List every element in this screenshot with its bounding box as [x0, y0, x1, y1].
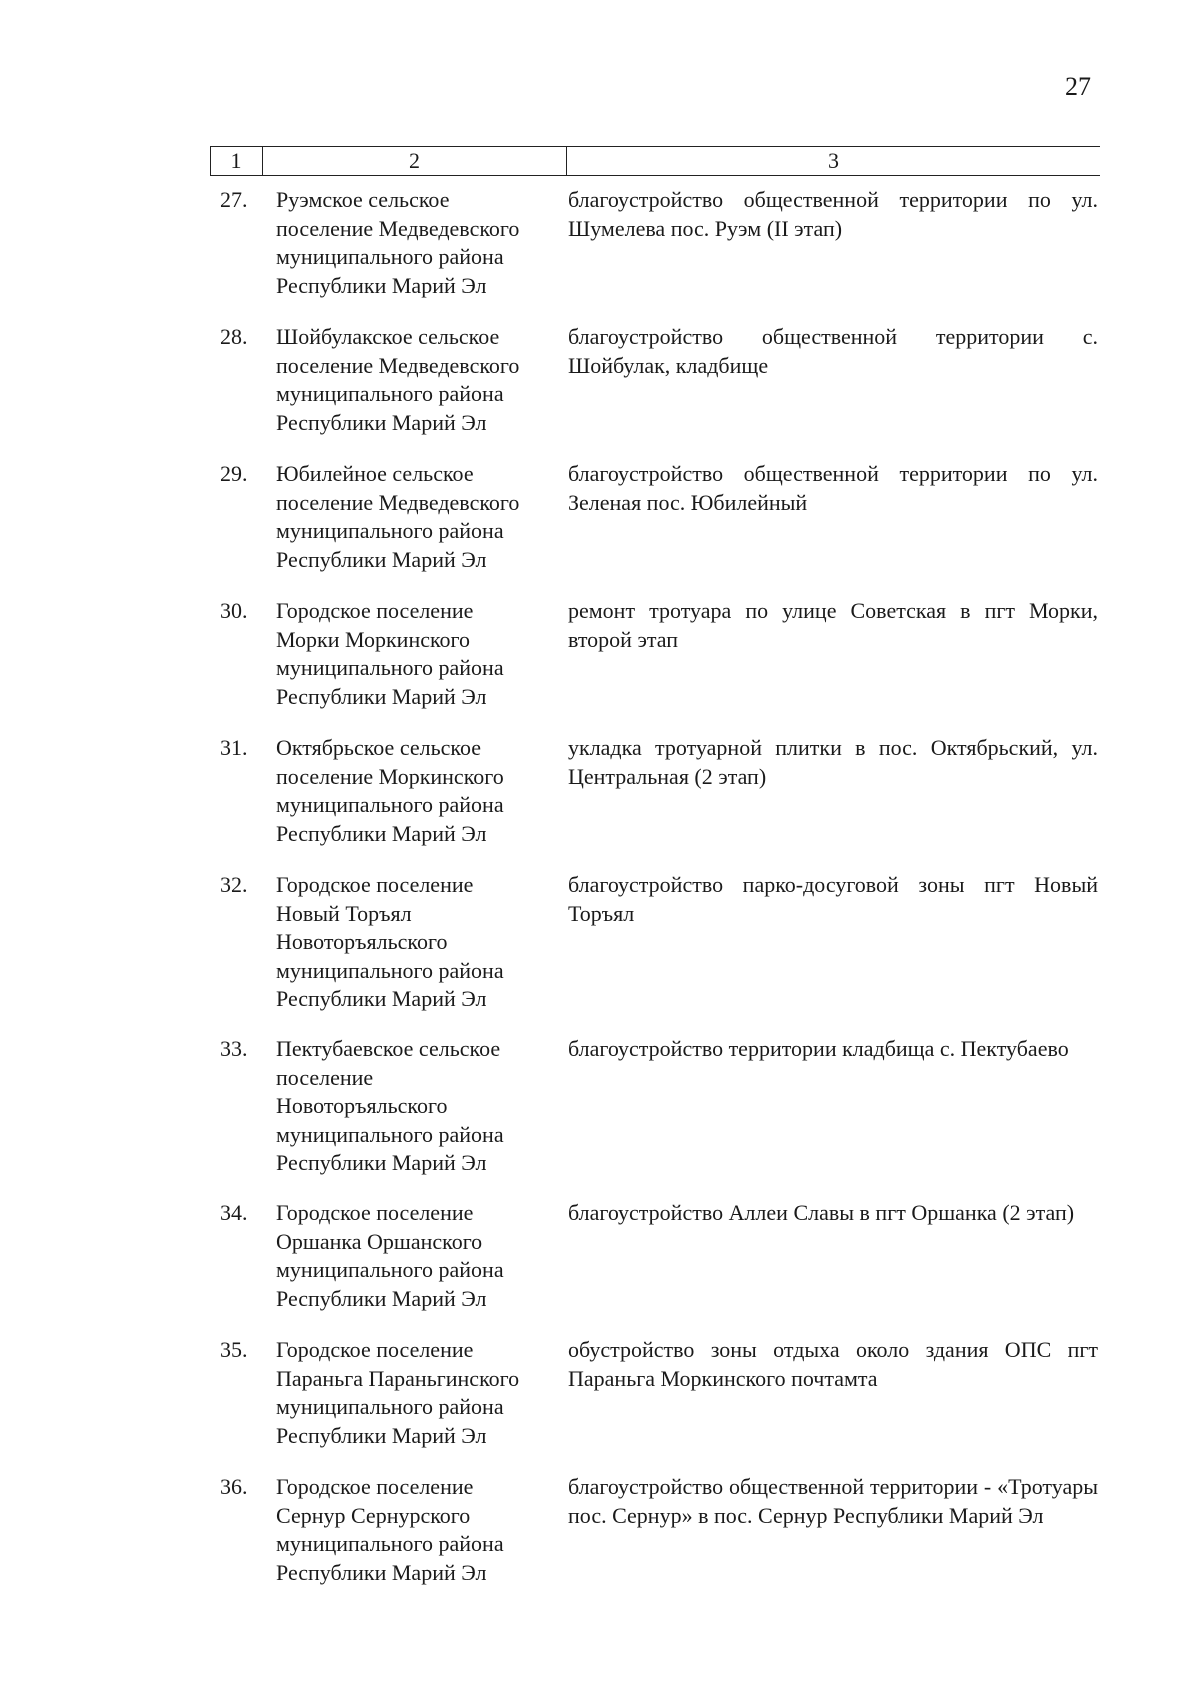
row-number: 30. — [220, 598, 248, 623]
municipality-name-line: Городское поселение — [276, 598, 474, 623]
municipality-name-line: Республики Марий Эл — [276, 546, 487, 572]
municipality-name — [276, 186, 566, 300]
municipality-name — [276, 597, 566, 711]
municipality-name-line: Параньга Параньгинского — [276, 1365, 520, 1391]
row-number: 36. — [220, 1474, 248, 1499]
municipality-name-line: муниципального района — [276, 1394, 504, 1419]
row-number: 35. — [220, 1337, 248, 1362]
project-description: благоустройство общественной территории - «Тротуары пос. Сернур» в пос. Сернур Республики Марий Эл — [568, 1474, 1098, 1528]
municipality-name — [276, 323, 566, 437]
municipality-name-line: Республики Марий Эл — [276, 683, 487, 709]
municipality-name — [276, 460, 566, 574]
municipality-name-line: муниципального района — [276, 244, 504, 269]
municipality-name-line: Республики Марий Эл — [276, 1422, 487, 1448]
project-description: благоустройство общественной территории по ул. Шумелева пос. Руэм (II этап) — [568, 187, 1098, 241]
row-number: 31. — [220, 735, 248, 760]
municipality-name-line: Республики Марий Эл — [276, 272, 487, 298]
municipality-name-line: Октябрьское сельское — [276, 735, 482, 760]
municipality-name-line: Республики Марий Эл — [276, 409, 487, 435]
project-description: благоустройство территории кладбища с. Пектубаево — [568, 1036, 1069, 1061]
municipality-name-line: Морки Моркинского — [276, 626, 471, 652]
municipality-name-line: муниципального района — [276, 1257, 504, 1282]
municipality-name-line: Руэмское сельское — [276, 187, 450, 212]
municipality-name — [276, 1336, 566, 1450]
municipality-name-line: муниципального района — [276, 655, 504, 680]
municipality-name-line: Городское поселение — [276, 872, 474, 897]
municipality-name-line: Городское поселение — [276, 1200, 474, 1225]
projects-table — [210, 146, 1100, 1585]
row-number: 33. — [220, 1036, 248, 1061]
project-description: обустройство зоны отдыха около здания ОПС пгт Параньга Моркинского почтамта — [568, 1337, 1098, 1391]
project-description: благоустройство общественной территории по ул. Зеленая пос. Юбилейный — [568, 461, 1098, 515]
project-description: благоустройство парко-досуговой зоны пгт Новый Торъял — [568, 872, 1098, 926]
municipality-name-line: муниципального района — [276, 792, 504, 817]
municipality-name-line: Оршанка Оршанского — [276, 1228, 483, 1254]
column-header-3: 3 — [828, 148, 839, 173]
municipality-name-line: Шойбулакское сельское — [276, 324, 500, 349]
municipality-name-line: Городское поселение — [276, 1337, 474, 1362]
project-description: ремонт тротуара по улице Советская в пгт Морки, второй этап — [568, 598, 1098, 652]
municipality-name — [276, 734, 566, 848]
row-number: 27. — [220, 187, 248, 212]
municipality-name-line: Республики Марий Эл — [276, 820, 487, 846]
municipality-name-line: Новоторъяльского — [276, 929, 448, 954]
municipality-name-line: поселение Медведевского — [276, 352, 520, 378]
row-number: 29. — [220, 461, 248, 486]
column-header-1: 1 — [210, 147, 263, 175]
municipality-name-line: Пектубаевское сельское — [276, 1036, 501, 1061]
municipality-name-line: Республики Марий Эл — [276, 986, 487, 1011]
column-header-2: 2 — [263, 147, 567, 175]
project-description: благоустройство общественной территории с. Шойбулак, кладбище — [568, 324, 1098, 378]
municipality-name-line: Новый Торъял — [276, 900, 412, 926]
municipality-name-line: муниципального района — [276, 957, 504, 983]
municipality-name — [276, 1473, 566, 1587]
project-description: укладка тротуарной плитки в пос. Октябрьский, ул. Центральная (2 этап) — [568, 735, 1098, 789]
row-number: 34. — [220, 1200, 248, 1225]
municipality-name-line: поселение Моркинского — [276, 763, 504, 789]
municipality-name — [276, 1035, 566, 1178]
row-number: 28. — [220, 324, 248, 349]
municipality-name-line: муниципального района — [276, 1531, 504, 1556]
municipality-name-line: Городское поселение — [276, 1474, 474, 1499]
municipality-name-line: Республики Марий Эл — [276, 1559, 487, 1585]
municipality-name-line: Сернур Сернурского — [276, 1502, 471, 1528]
municipality-name-line: поселение Медведевского — [276, 489, 520, 515]
project-description: благоустройство Аллеи Славы в пгт Оршанка (2 этап) — [568, 1200, 1075, 1225]
municipality-name-line: поселение Медведевского — [276, 215, 520, 241]
municipality-name-line: муниципального района — [276, 518, 504, 543]
municipality-name-line: муниципального района — [276, 381, 504, 406]
municipality-name-line: муниципального района — [276, 1121, 504, 1147]
municipality-name — [276, 871, 566, 1014]
row-number: 32. — [220, 872, 248, 897]
municipality-name-line: поселение — [276, 1064, 374, 1090]
municipality-name-line: Юбилейное сельское — [276, 461, 474, 486]
municipality-name-line: Республики Марий Эл — [276, 1150, 487, 1175]
municipality-name-line: Республики Марий Эл — [276, 1285, 487, 1311]
table-header-row — [210, 146, 1100, 176]
page-number: 27 — [1065, 72, 1091, 101]
municipality-name — [276, 1199, 566, 1313]
municipality-name-line: Новоторъяльского — [276, 1093, 448, 1118]
